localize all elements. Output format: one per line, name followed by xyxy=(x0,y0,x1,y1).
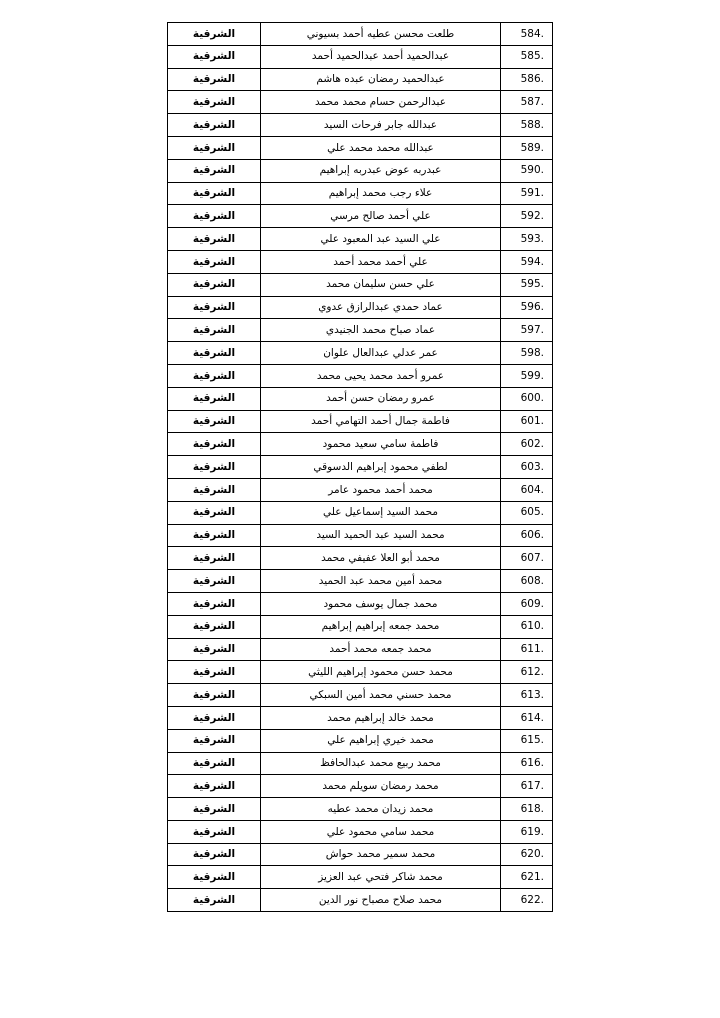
row-number-cell: 612. xyxy=(501,661,553,684)
row-number-cell: 590. xyxy=(501,159,553,182)
name-cell: علي السيد عبد المعبود علي xyxy=(261,228,501,251)
table-row xyxy=(168,524,553,547)
row-number-cell: 595. xyxy=(501,273,553,296)
governorate-cell: الشرقية xyxy=(168,547,261,570)
governorate-cell: الشرقية xyxy=(168,775,261,798)
governorate-cell: الشرقية xyxy=(168,182,261,205)
row-number-cell: 588. xyxy=(501,114,553,137)
row-number-cell: 617. xyxy=(501,775,553,798)
row-number-cell: 591. xyxy=(501,182,553,205)
governorate-cell: الشرقية xyxy=(168,250,261,273)
table-row xyxy=(168,798,553,821)
table-row xyxy=(168,820,553,843)
name-cell: عبدالله محمد محمد علي xyxy=(261,136,501,159)
governorate-cell: الشرقية xyxy=(168,866,261,889)
name-cell: محمد جمعه محمد أحمد xyxy=(261,638,501,661)
row-number-cell: 592. xyxy=(501,205,553,228)
row-number-cell: 594. xyxy=(501,250,553,273)
row-number-cell: 587. xyxy=(501,91,553,114)
governorate-cell: الشرقية xyxy=(168,433,261,456)
name-cell: محمد أحمد محمود عامر xyxy=(261,478,501,501)
row-number-cell: 618. xyxy=(501,798,553,821)
governorate-cell: الشرقية xyxy=(168,205,261,228)
name-cell: محمد أبو العلا عفيفي محمد xyxy=(261,547,501,570)
name-cell: محمد حسن محمود إبراهيم الليثي xyxy=(261,661,501,684)
table-row xyxy=(168,843,553,866)
row-number-cell: 589. xyxy=(501,136,553,159)
governorate-cell: الشرقية xyxy=(168,843,261,866)
governorate-cell: الشرقية xyxy=(168,23,261,46)
name-cell: عماد حمدي عبدالرازق عدوي xyxy=(261,296,501,319)
governorate-cell: الشرقية xyxy=(168,684,261,707)
name-cell: محمد خيري إبراهيم علي xyxy=(261,729,501,752)
governorate-cell: الشرقية xyxy=(168,410,261,433)
table-body xyxy=(168,23,553,912)
name-cell: محمد سمير محمد حواش xyxy=(261,843,501,866)
name-cell: محمد رمضان سويلم محمد xyxy=(261,775,501,798)
table-row xyxy=(168,592,553,615)
governorate-cell: الشرقية xyxy=(168,729,261,752)
name-cell: علي أحمد محمد أحمد xyxy=(261,250,501,273)
name-cell: محمد السيد عبد الحميد السيد xyxy=(261,524,501,547)
name-cell: علي أحمد صالح مرسي xyxy=(261,205,501,228)
row-number-cell: 584. xyxy=(501,23,553,46)
governorate-cell: الشرقية xyxy=(168,364,261,387)
governorate-cell: الشرقية xyxy=(168,136,261,159)
governorate-cell: الشرقية xyxy=(168,45,261,68)
row-number-cell: 609. xyxy=(501,592,553,615)
row-number-cell: 614. xyxy=(501,706,553,729)
governorate-cell: الشرقية xyxy=(168,592,261,615)
governorate-cell: الشرقية xyxy=(168,798,261,821)
table-row xyxy=(168,68,553,91)
name-cell: محمد زيدان محمد عطيه xyxy=(261,798,501,821)
row-number-cell: 622. xyxy=(501,889,553,912)
table-row xyxy=(168,684,553,707)
row-number-cell: 606. xyxy=(501,524,553,547)
governorate-cell: الشرقية xyxy=(168,342,261,365)
name-cell: محمد أمين محمد عبد الحميد xyxy=(261,570,501,593)
row-number-cell: 620. xyxy=(501,843,553,866)
table-row xyxy=(168,273,553,296)
name-cell: محمد حسني محمد أمين السبكي xyxy=(261,684,501,707)
table-row xyxy=(168,410,553,433)
governorate-cell: الشرقية xyxy=(168,273,261,296)
governorate-cell: الشرقية xyxy=(168,387,261,410)
name-cell: فاطمة سامي سعيد محمود xyxy=(261,433,501,456)
row-number-cell: 621. xyxy=(501,866,553,889)
table-row xyxy=(168,547,553,570)
governorate-cell: الشرقية xyxy=(168,91,261,114)
table-row xyxy=(168,706,553,729)
table-row xyxy=(168,638,553,661)
name-cell: محمد ربيع محمد عبدالحافظ xyxy=(261,752,501,775)
table-row xyxy=(168,615,553,638)
table-row xyxy=(168,319,553,342)
name-cell: عبدربه عوض عبدربه إبراهيم xyxy=(261,159,501,182)
row-number-cell: 586. xyxy=(501,68,553,91)
name-cell: عبدالله جابر فرحات السيد xyxy=(261,114,501,137)
table-row xyxy=(168,478,553,501)
table-row xyxy=(168,501,553,524)
row-number-cell: 611. xyxy=(501,638,553,661)
table-row xyxy=(168,159,553,182)
row-number-cell: 585. xyxy=(501,45,553,68)
name-cell: محمد صلاح مصباح نور الدين xyxy=(261,889,501,912)
governorate-cell: الشرقية xyxy=(168,570,261,593)
table-row xyxy=(168,228,553,251)
row-number-cell: 607. xyxy=(501,547,553,570)
row-number-cell: 608. xyxy=(501,570,553,593)
name-cell: علي حسن سليمان محمد xyxy=(261,273,501,296)
names-table xyxy=(167,22,553,912)
name-cell: عمرو أحمد محمد يحيى محمد xyxy=(261,364,501,387)
table-row xyxy=(168,250,553,273)
table-row xyxy=(168,775,553,798)
name-cell: طلعت محسن عطيه أحمد بسيوني xyxy=(261,23,501,46)
governorate-cell: الشرقية xyxy=(168,706,261,729)
name-cell: محمد شاكر فتحي عبد العزيز xyxy=(261,866,501,889)
governorate-cell: الشرقية xyxy=(168,296,261,319)
governorate-cell: الشرقية xyxy=(168,638,261,661)
table-row xyxy=(168,752,553,775)
governorate-cell: الشرقية xyxy=(168,478,261,501)
row-number-cell: 615. xyxy=(501,729,553,752)
table-row xyxy=(168,342,553,365)
row-number-cell: 597. xyxy=(501,319,553,342)
governorate-cell: الشرقية xyxy=(168,114,261,137)
row-number-cell: 603. xyxy=(501,456,553,479)
table-row xyxy=(168,114,553,137)
row-number-cell: 600. xyxy=(501,387,553,410)
name-cell: عبدالحميد أحمد عبدالحميد أحمد xyxy=(261,45,501,68)
table-row xyxy=(168,205,553,228)
name-cell: محمد السيد إسماعيل علي xyxy=(261,501,501,524)
governorate-cell: الشرقية xyxy=(168,889,261,912)
table-row xyxy=(168,364,553,387)
name-cell: محمد سامي محمود علي xyxy=(261,820,501,843)
row-number-cell: 604. xyxy=(501,478,553,501)
row-number-cell: 602. xyxy=(501,433,553,456)
table-row xyxy=(168,570,553,593)
table-row xyxy=(168,889,553,912)
governorate-cell: الشرقية xyxy=(168,752,261,775)
row-number-cell: 601. xyxy=(501,410,553,433)
table-row xyxy=(168,387,553,410)
table-row xyxy=(168,182,553,205)
row-number-cell: 605. xyxy=(501,501,553,524)
name-cell: محمد جمال يوسف محمود xyxy=(261,592,501,615)
table-row xyxy=(168,661,553,684)
governorate-cell: الشرقية xyxy=(168,524,261,547)
row-number-cell: 593. xyxy=(501,228,553,251)
governorate-cell: الشرقية xyxy=(168,501,261,524)
governorate-cell: الشرقية xyxy=(168,319,261,342)
governorate-cell: الشرقية xyxy=(168,820,261,843)
name-cell: عماد صباح محمد الجنيدي xyxy=(261,319,501,342)
table-row xyxy=(168,729,553,752)
row-number-cell: 598. xyxy=(501,342,553,365)
governorate-cell: الشرقية xyxy=(168,456,261,479)
row-number-cell: 599. xyxy=(501,364,553,387)
table-row xyxy=(168,23,553,46)
governorate-cell: الشرقية xyxy=(168,228,261,251)
table-row xyxy=(168,91,553,114)
name-cell: عمر عدلي عبدالعال علوان xyxy=(261,342,501,365)
table-row xyxy=(168,456,553,479)
governorate-cell: الشرقية xyxy=(168,159,261,182)
table-row xyxy=(168,45,553,68)
name-cell: لطفي محمود إبراهيم الدسوقي xyxy=(261,456,501,479)
table-row xyxy=(168,866,553,889)
row-number-cell: 613. xyxy=(501,684,553,707)
name-cell: محمد جمعه إبراهيم إبراهيم xyxy=(261,615,501,638)
name-cell: عبدالحميد رمضان عبده هاشم xyxy=(261,68,501,91)
governorate-cell: الشرقية xyxy=(168,615,261,638)
name-cell: علاء رجب محمد إبراهيم xyxy=(261,182,501,205)
name-cell: عمرو رمضان حسن أحمد xyxy=(261,387,501,410)
table-row xyxy=(168,296,553,319)
name-cell: عبدالرحمن حسام محمد محمد xyxy=(261,91,501,114)
governorate-cell: الشرقية xyxy=(168,68,261,91)
row-number-cell: 616. xyxy=(501,752,553,775)
table-row xyxy=(168,433,553,456)
name-cell: فاطمة جمال أحمد التهامي أحمد xyxy=(261,410,501,433)
row-number-cell: 619. xyxy=(501,820,553,843)
row-number-cell: 596. xyxy=(501,296,553,319)
governorate-cell: الشرقية xyxy=(168,661,261,684)
name-cell: محمد خالد إبراهيم محمد xyxy=(261,706,501,729)
table-row xyxy=(168,136,553,159)
row-number-cell: 610. xyxy=(501,615,553,638)
